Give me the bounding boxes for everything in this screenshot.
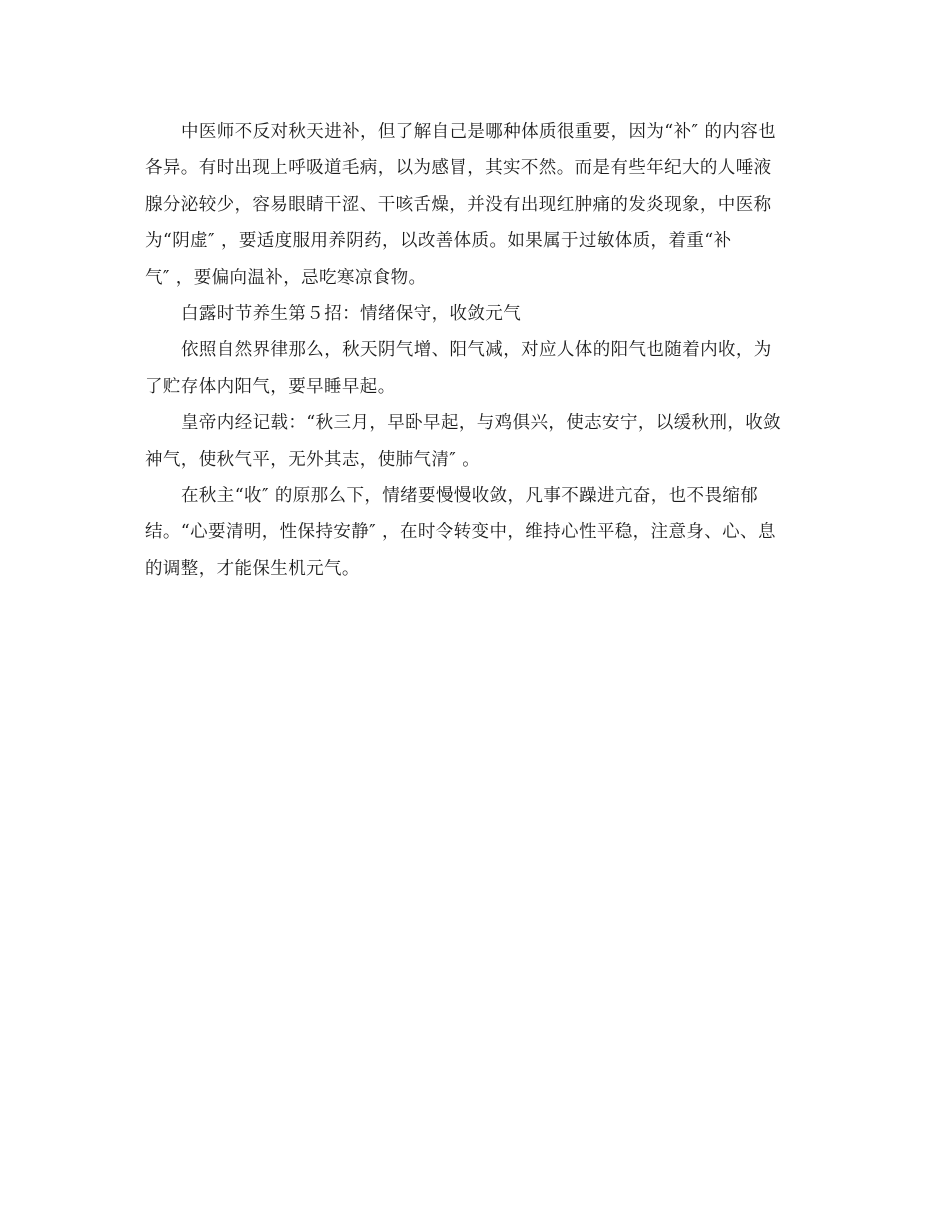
- text-line: 皇帝内经记载：“秋三月，早卧早起，与鸡俱兴，使志安宁，以缓秋刑，收敛: [181, 413, 782, 434]
- text-line: 的调整，才能保生机元气。: [145, 558, 360, 579]
- document-body: [145, 114, 805, 587]
- paragraph-emotion-restraint: [145, 478, 805, 587]
- text-line: 结。“心要清明，性保持安静″ ，在时令转变中，维持心性平稳，注意身、心、息: [145, 522, 776, 543]
- text-line: 气″ ，要偏向温补，忌吃寒凉食物。: [145, 267, 427, 288]
- text-line: 白露时节养生第５招：情绪保守，收敛元气: [181, 303, 522, 324]
- text-line: 依照自然界律那么，秋天阴气增、阳气减，对应人体的阳气也随着内收，为: [181, 340, 772, 361]
- paragraph-early-sleep: [145, 332, 805, 405]
- text-line: 腺分泌较少，容易眼睛干涩、干咳舌燥，并没有出现红肿痛的发炎现象，中医称: [145, 194, 772, 215]
- paragraph-classic-quote: [145, 405, 805, 478]
- paragraph-supplement-constitution: [145, 114, 805, 296]
- text-line: 在秋主“收″ 的原那么下，情绪要慢慢收敛，凡事不躁进亢奋，也不畏缩郁: [181, 485, 759, 506]
- text-line: 神气，使秋气平，无外其志，使肺气清″ 。: [145, 449, 481, 470]
- text-line: 了贮存体内阳气，要早睡早起。: [145, 376, 396, 397]
- text-line: 为“阴虚″ ，要适度服用养阴药，以改善体质。如果属于过敏体质，着重“补: [145, 231, 732, 252]
- text-line: 中医师不反对秋天进补，但了解自己是哪种体质很重要，因为“补″ 的内容也: [181, 122, 777, 142]
- section-heading-tip-5: [145, 296, 805, 332]
- text-line: 各异。有时出现上呼吸道毛病，以为感冒，其实不然。而是有些年纪大的人唾液: [145, 158, 772, 179]
